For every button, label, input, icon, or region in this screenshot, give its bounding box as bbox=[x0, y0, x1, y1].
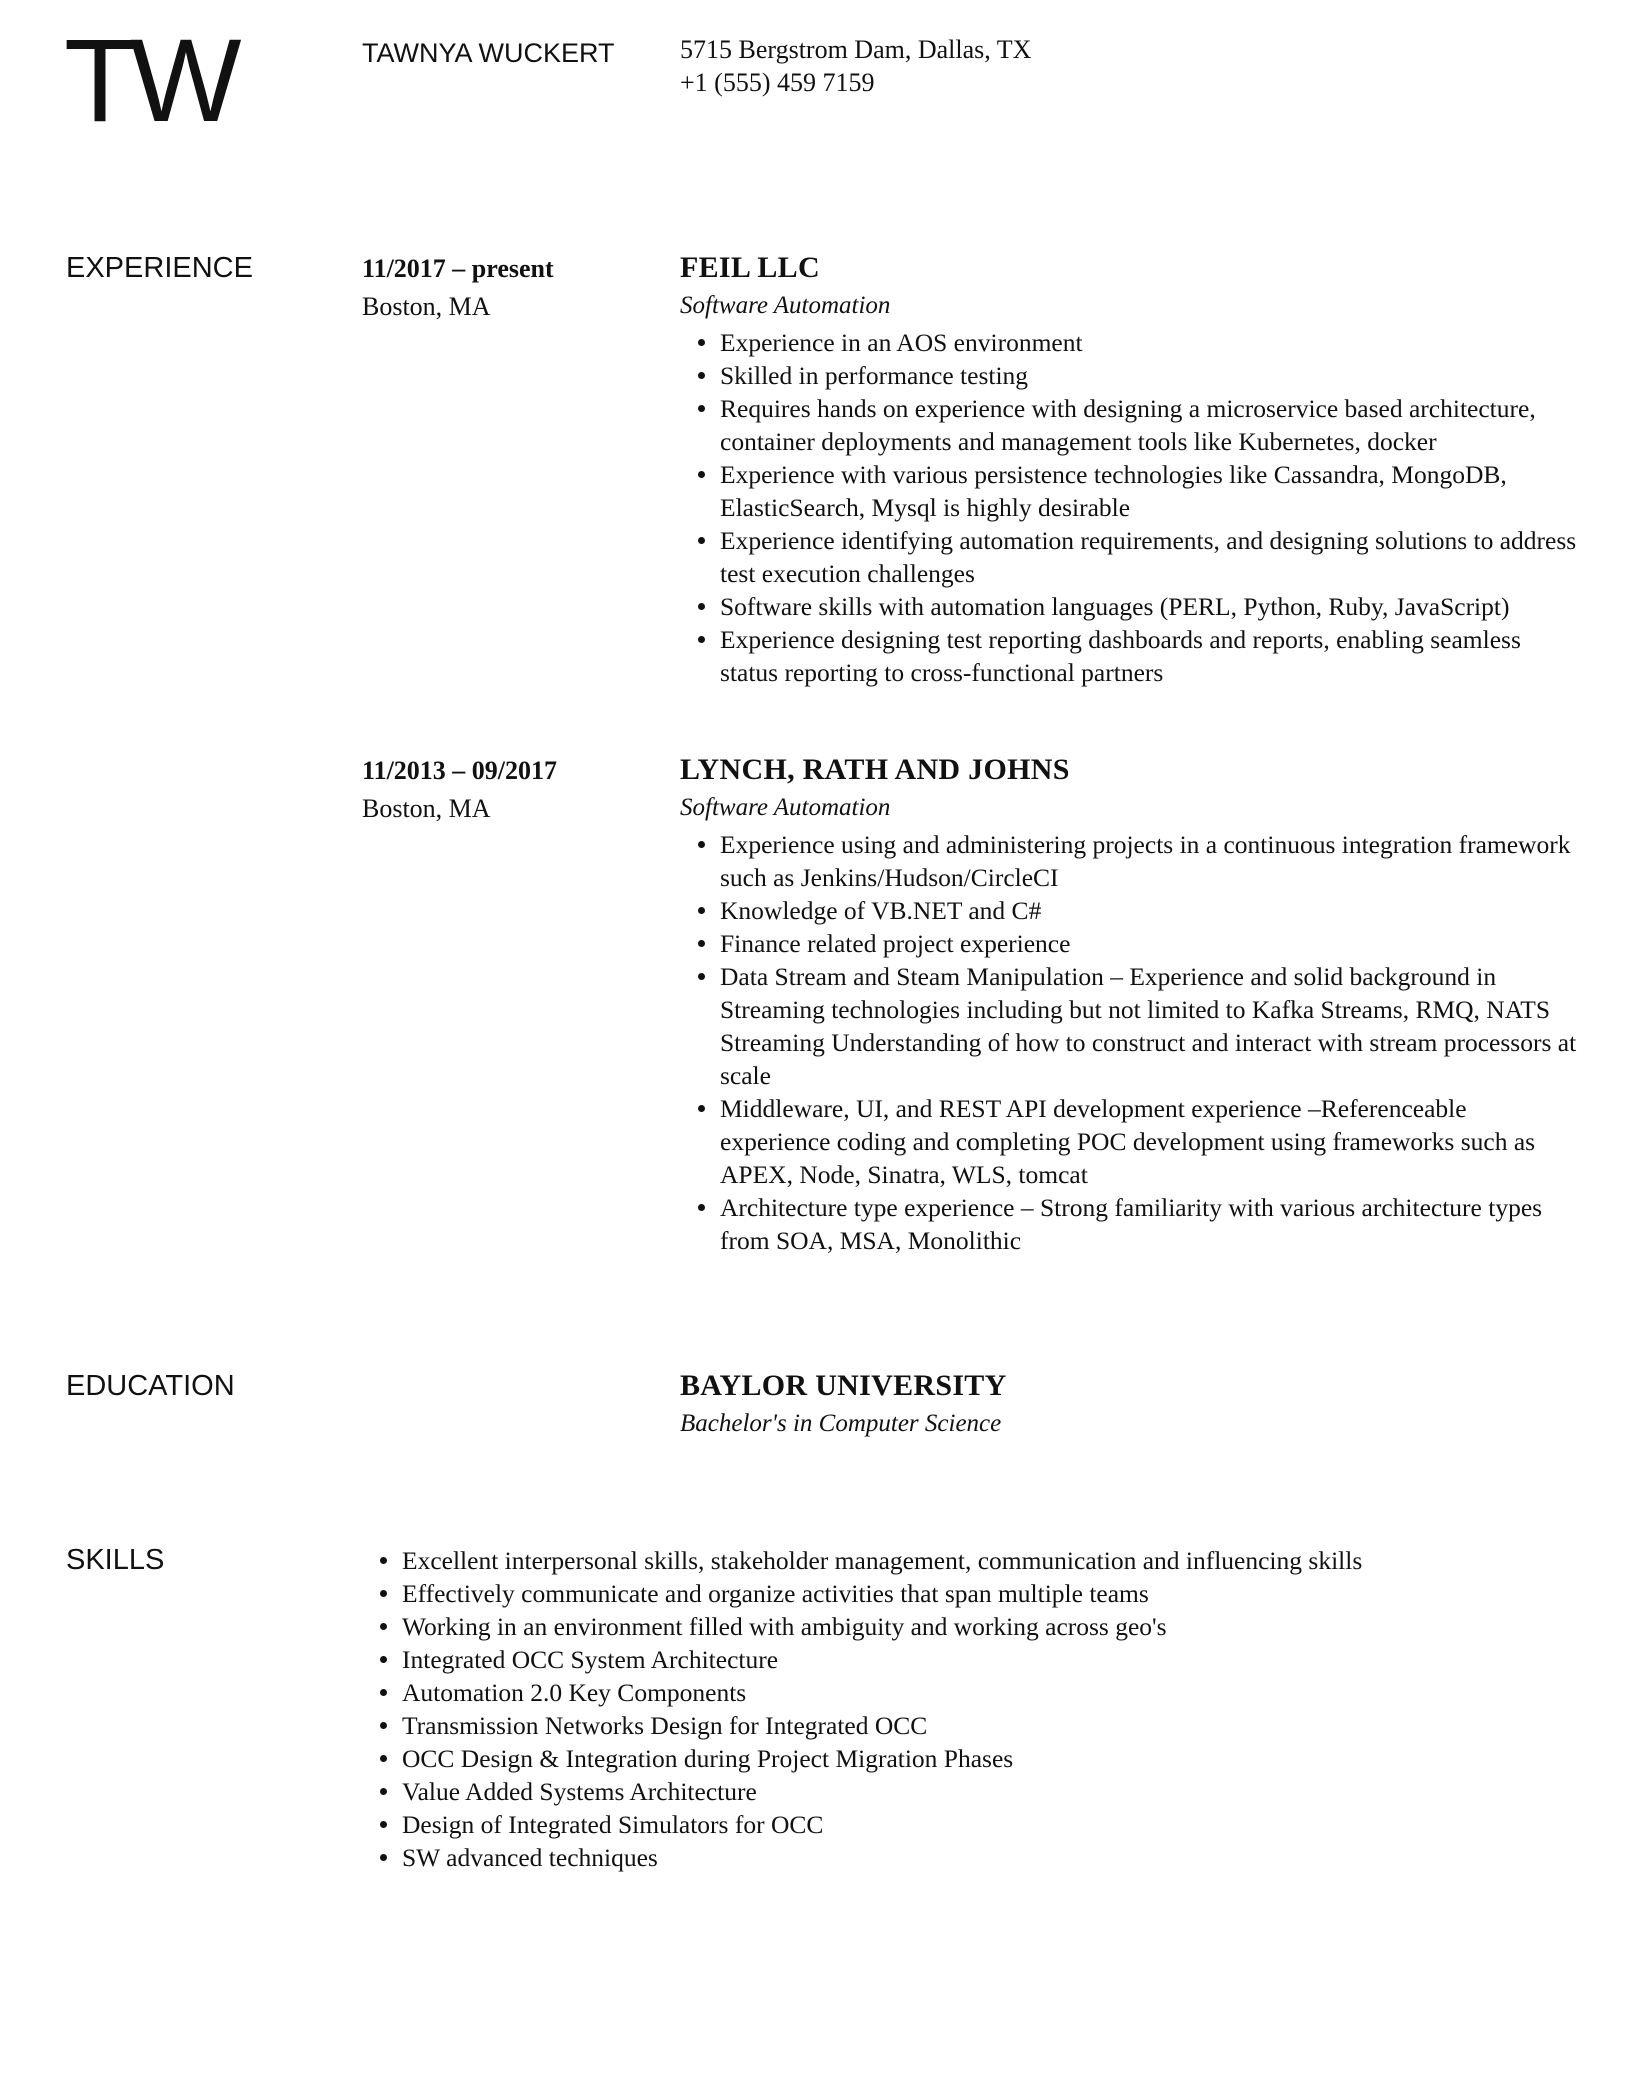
bullet-item: Data Stream and Steam Manipulation – Experience and solid background in Streaming technologies including but not limited to Kafka Streams, RMQ, NATS Streaming Understanding of how to construct and interact with stream processors at scale bbox=[680, 960, 1580, 1092]
bullet-item: Experience designing test reporting dashboards and reports, enabling seamless status reporting to cross-functional partners bbox=[680, 623, 1580, 689]
job-title: Software Automation bbox=[680, 292, 891, 319]
phone: +1 (555) 459 7159 bbox=[680, 68, 875, 97]
skill-item: Automation 2.0 Key Components bbox=[362, 1676, 1562, 1709]
contact-block bbox=[680, 33, 1031, 99]
bullet-item: Experience in an AOS environment bbox=[680, 326, 1580, 359]
skill-item: Value Added Systems Architecture bbox=[362, 1775, 1562, 1808]
bullet-item: Middleware, UI, and REST API development experience –Referenceable experience coding and completing POC development using frameworks such as APEX, Node, Sinatra, WLS, tomcat bbox=[680, 1092, 1580, 1191]
job-company: FEIL LLC bbox=[680, 251, 820, 284]
candidate-name: TAWNYA WUCKERT bbox=[362, 38, 615, 68]
skill-item: Transmission Networks Design for Integrated OCC bbox=[362, 1709, 1562, 1742]
bullet-item: Experience using and administering projects in a continuous integration framework such as Jenkins/Hudson/CircleCI bbox=[680, 828, 1580, 894]
skill-item: OCC Design & Integration during Project Migration Phases bbox=[362, 1742, 1562, 1775]
job-company: LYNCH, RATH AND JOHNS bbox=[680, 753, 1070, 786]
degree: Bachelor's in Computer Science bbox=[680, 1410, 1002, 1437]
job-location: Boston, MA bbox=[362, 292, 491, 321]
job-location: Boston, MA bbox=[362, 794, 491, 823]
job-bullets bbox=[680, 326, 1580, 689]
job-entry bbox=[680, 752, 1580, 1257]
bullet-item: Experience identifying automation requirements, and designing solutions to address test execution challenges bbox=[680, 524, 1580, 590]
school-name: BAYLOR UNIVERSITY bbox=[680, 1369, 1007, 1402]
job-title: Software Automation bbox=[680, 794, 891, 821]
bullet-item: Architecture type experience – Strong familiarity with various architecture types from SOA, MSA, Monolithic bbox=[680, 1191, 1580, 1257]
section-title-skills: SKILLS bbox=[66, 1544, 165, 1576]
skill-item: SW advanced techniques bbox=[362, 1841, 1562, 1874]
bullet-item: Knowledge of VB.NET and C# bbox=[680, 894, 1580, 927]
monogram: TW bbox=[64, 15, 236, 147]
skill-item: Effectively communicate and organize activities that span multiple teams bbox=[362, 1577, 1562, 1610]
skills-list bbox=[362, 1544, 1562, 1874]
bullet-item: Software skills with automation languages (PERL, Python, Ruby, JavaScript) bbox=[680, 590, 1580, 623]
job-meta bbox=[362, 250, 554, 326]
skill-item: Excellent interpersonal skills, stakeholder management, communication and influencing skills bbox=[362, 1544, 1562, 1577]
job-entry bbox=[680, 250, 1580, 689]
bullet-item: Skilled in performance testing bbox=[680, 359, 1580, 392]
bullet-item: Requires hands on experience with designing a microservice based architecture, container deployments and management tools like Kubernetes, docker bbox=[680, 392, 1580, 458]
section-title-experience: EXPERIENCE bbox=[66, 252, 253, 284]
address: 5715 Bergstrom Dam, Dallas, TX bbox=[680, 35, 1032, 64]
job-dates: 11/2017 – present bbox=[362, 254, 554, 283]
bullet-item: Experience with various persistence technologies like Cassandra, MongoDB, ElasticSearch, Mysql is highly desirable bbox=[680, 458, 1580, 524]
skills-list-container bbox=[362, 1544, 1562, 1874]
section-title-education: EDUCATION bbox=[66, 1370, 235, 1402]
education-entry bbox=[680, 1368, 1007, 1442]
skill-item: Integrated OCC System Architecture bbox=[362, 1643, 1562, 1676]
job-meta bbox=[362, 752, 557, 828]
job-dates: 11/2013 – 09/2017 bbox=[362, 756, 558, 785]
bullet-item: Finance related project experience bbox=[680, 927, 1580, 960]
skill-item: Working in an environment filled with ambiguity and working across geo's bbox=[362, 1610, 1562, 1643]
job-bullets bbox=[680, 828, 1580, 1257]
skill-item: Design of Integrated Simulators for OCC bbox=[362, 1808, 1562, 1841]
